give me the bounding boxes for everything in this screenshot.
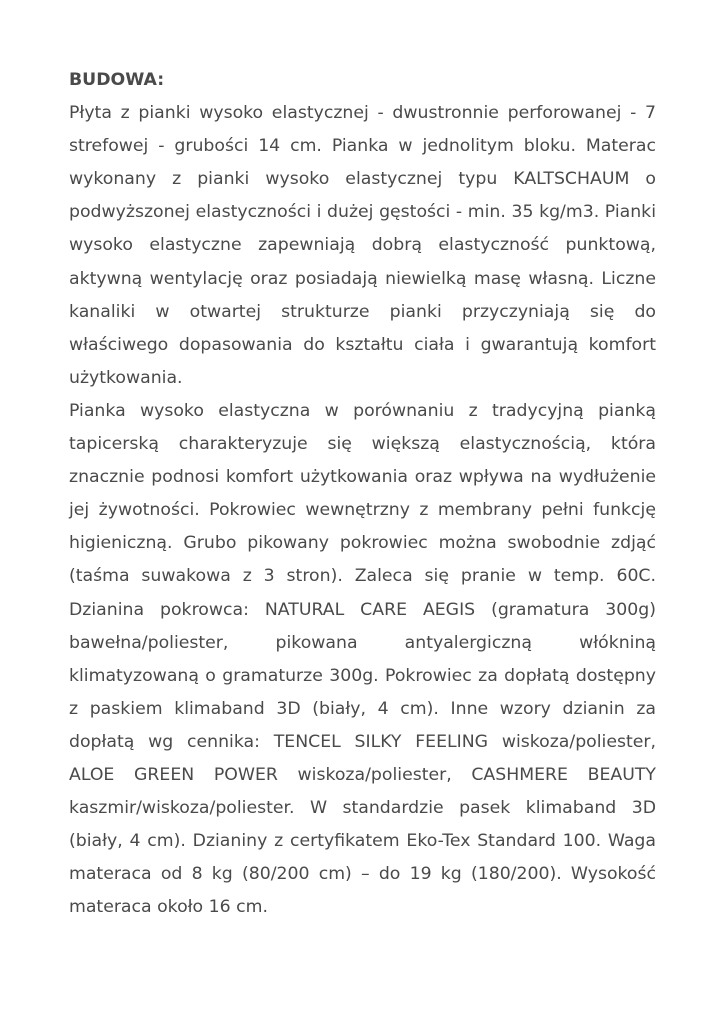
paragraph-foam-and-cover: Pianka wysoko elastyczna w porównaniu z tradycyjną pianką tapicerską charakteryzuje się większą elastycznością, która znacznie podnosi komfort użytkowania oraz wpływa na wydłużenie jej żywotności. Pokrowiec wewnętrzny z membrany pełni funkcję higieniczną. Grubo pikowany pokrowiec można swobodnie zdjąć (taśma suwakowa z 3 stron). Zaleca się pranie w temp. 60C. Dzianina pokrowca: NATURAL CARE AEGIS (gramatura 300g) bawełna/poliester, pikowana antyalergiczną włókniną klimatyzowaną o gramaturze 300g. Pokrowiec za dopłatą dostępny z paskiem klimaband 3D (biały, 4 cm). Inne wzory dzianin za dopłatą wg cennika: TENCEL SILKY FEELING wiskoza/poliester, ALOE GREEN POWER wiskoza/poliester, CASHMERE BEAUTY kaszmir/wiskoza/poliester. W standardzie pasek klimaband 3D (biały, 4 cm). Dzianiny z certyfikatem Eko-Tex Standard 100. Waga materaca od 8 kg (80/200 cm) – do 19 kg (180/200). Wysokość materaca około 16 cm. (69, 400, 656, 918)
document-page (69, 64, 656, 924)
paragraph-construction: Płyta z pianki wysoko elastycznej - dwustronnie perforowanej - 7 strefowej - grubości 14 cm. Pianka w jednolitym bloku. Materac wykonany z pianki wysoko elastycznej typu KALTSCHAUM o podwyższonej elastyczności i dużej gęstości - min. 35 kg/m3. Pianki wysoko elastyczne zapewniają dobrą elastyczność punktową, aktywną wentylację oraz posiadają niewielką masę własną. Liczne kanaliki w otwartej strukturze pianki przyczyniają się do właściwego dopasowania do kształtu ciała i gwarantują komfort użytkowania. (69, 103, 656, 388)
section-heading: BUDOWA: (69, 70, 165, 90)
